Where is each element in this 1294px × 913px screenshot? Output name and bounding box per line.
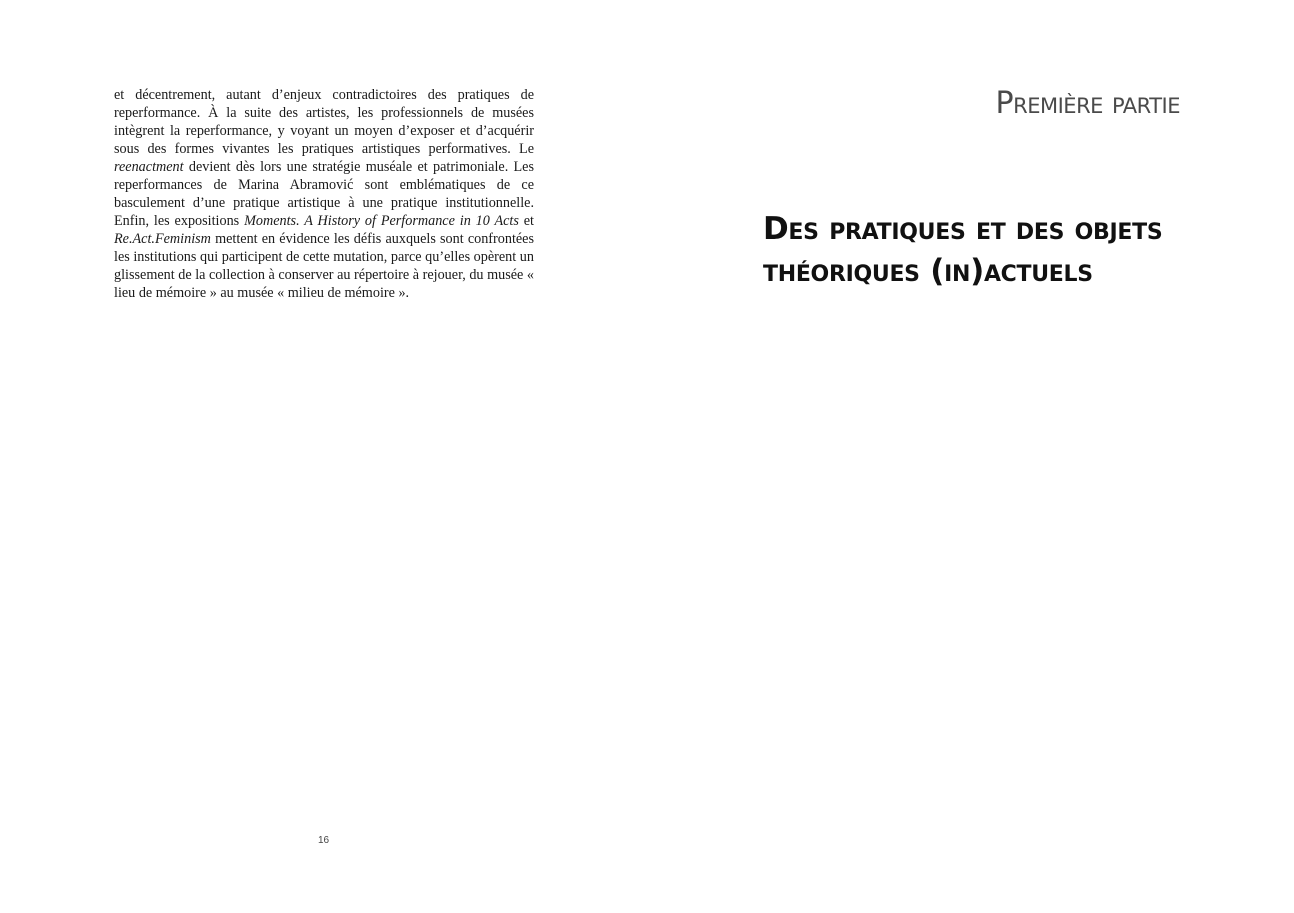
page-number: 16: [318, 835, 330, 846]
text-run: mettent en évidence les défis auxquels sont confrontées les institutions qui participent de cette mutation, parce qu’elles opèrent un glissement de la collection à conserver au répertoire à rejouer, du musée « lieu de mémoire » au musée « milieu de mémoire ».: [114, 231, 534, 301]
body-paragraph: [114, 86, 534, 302]
text-run-italic: reenactment: [114, 159, 184, 175]
part-label: Première partie: [995, 86, 1180, 121]
text-run: et décentrement, autant d’enjeux contradictoires des pratiques de reperformance. À la suite des artistes, les professionnels de musées intègrent la reperformance, y voyant un moyen d’exposer et d’acquérir sous des formes vivantes les pratiques artistiques performatives. Le: [114, 87, 534, 157]
text-run-italic: Moments. A History of Performance in 10 Acts: [244, 213, 519, 229]
part-title-line: Des pratiques et des objets: [763, 211, 1163, 247]
text-run-italic: Re.Act.Feminism: [114, 231, 211, 247]
right-page: [647, 0, 1294, 913]
text-run: devient dès lors une stratégie muséale et patrimoniale. Les reperformances de Marina Abramović sont emblématiques de ce basculement d’une pratique artistique à une pratique institutionnelle. Enfin, les expositions: [114, 159, 534, 229]
text-run: et: [518, 213, 534, 229]
part-title-line: théoriques (in)actuels: [763, 253, 1093, 289]
part-title: [763, 208, 1203, 292]
